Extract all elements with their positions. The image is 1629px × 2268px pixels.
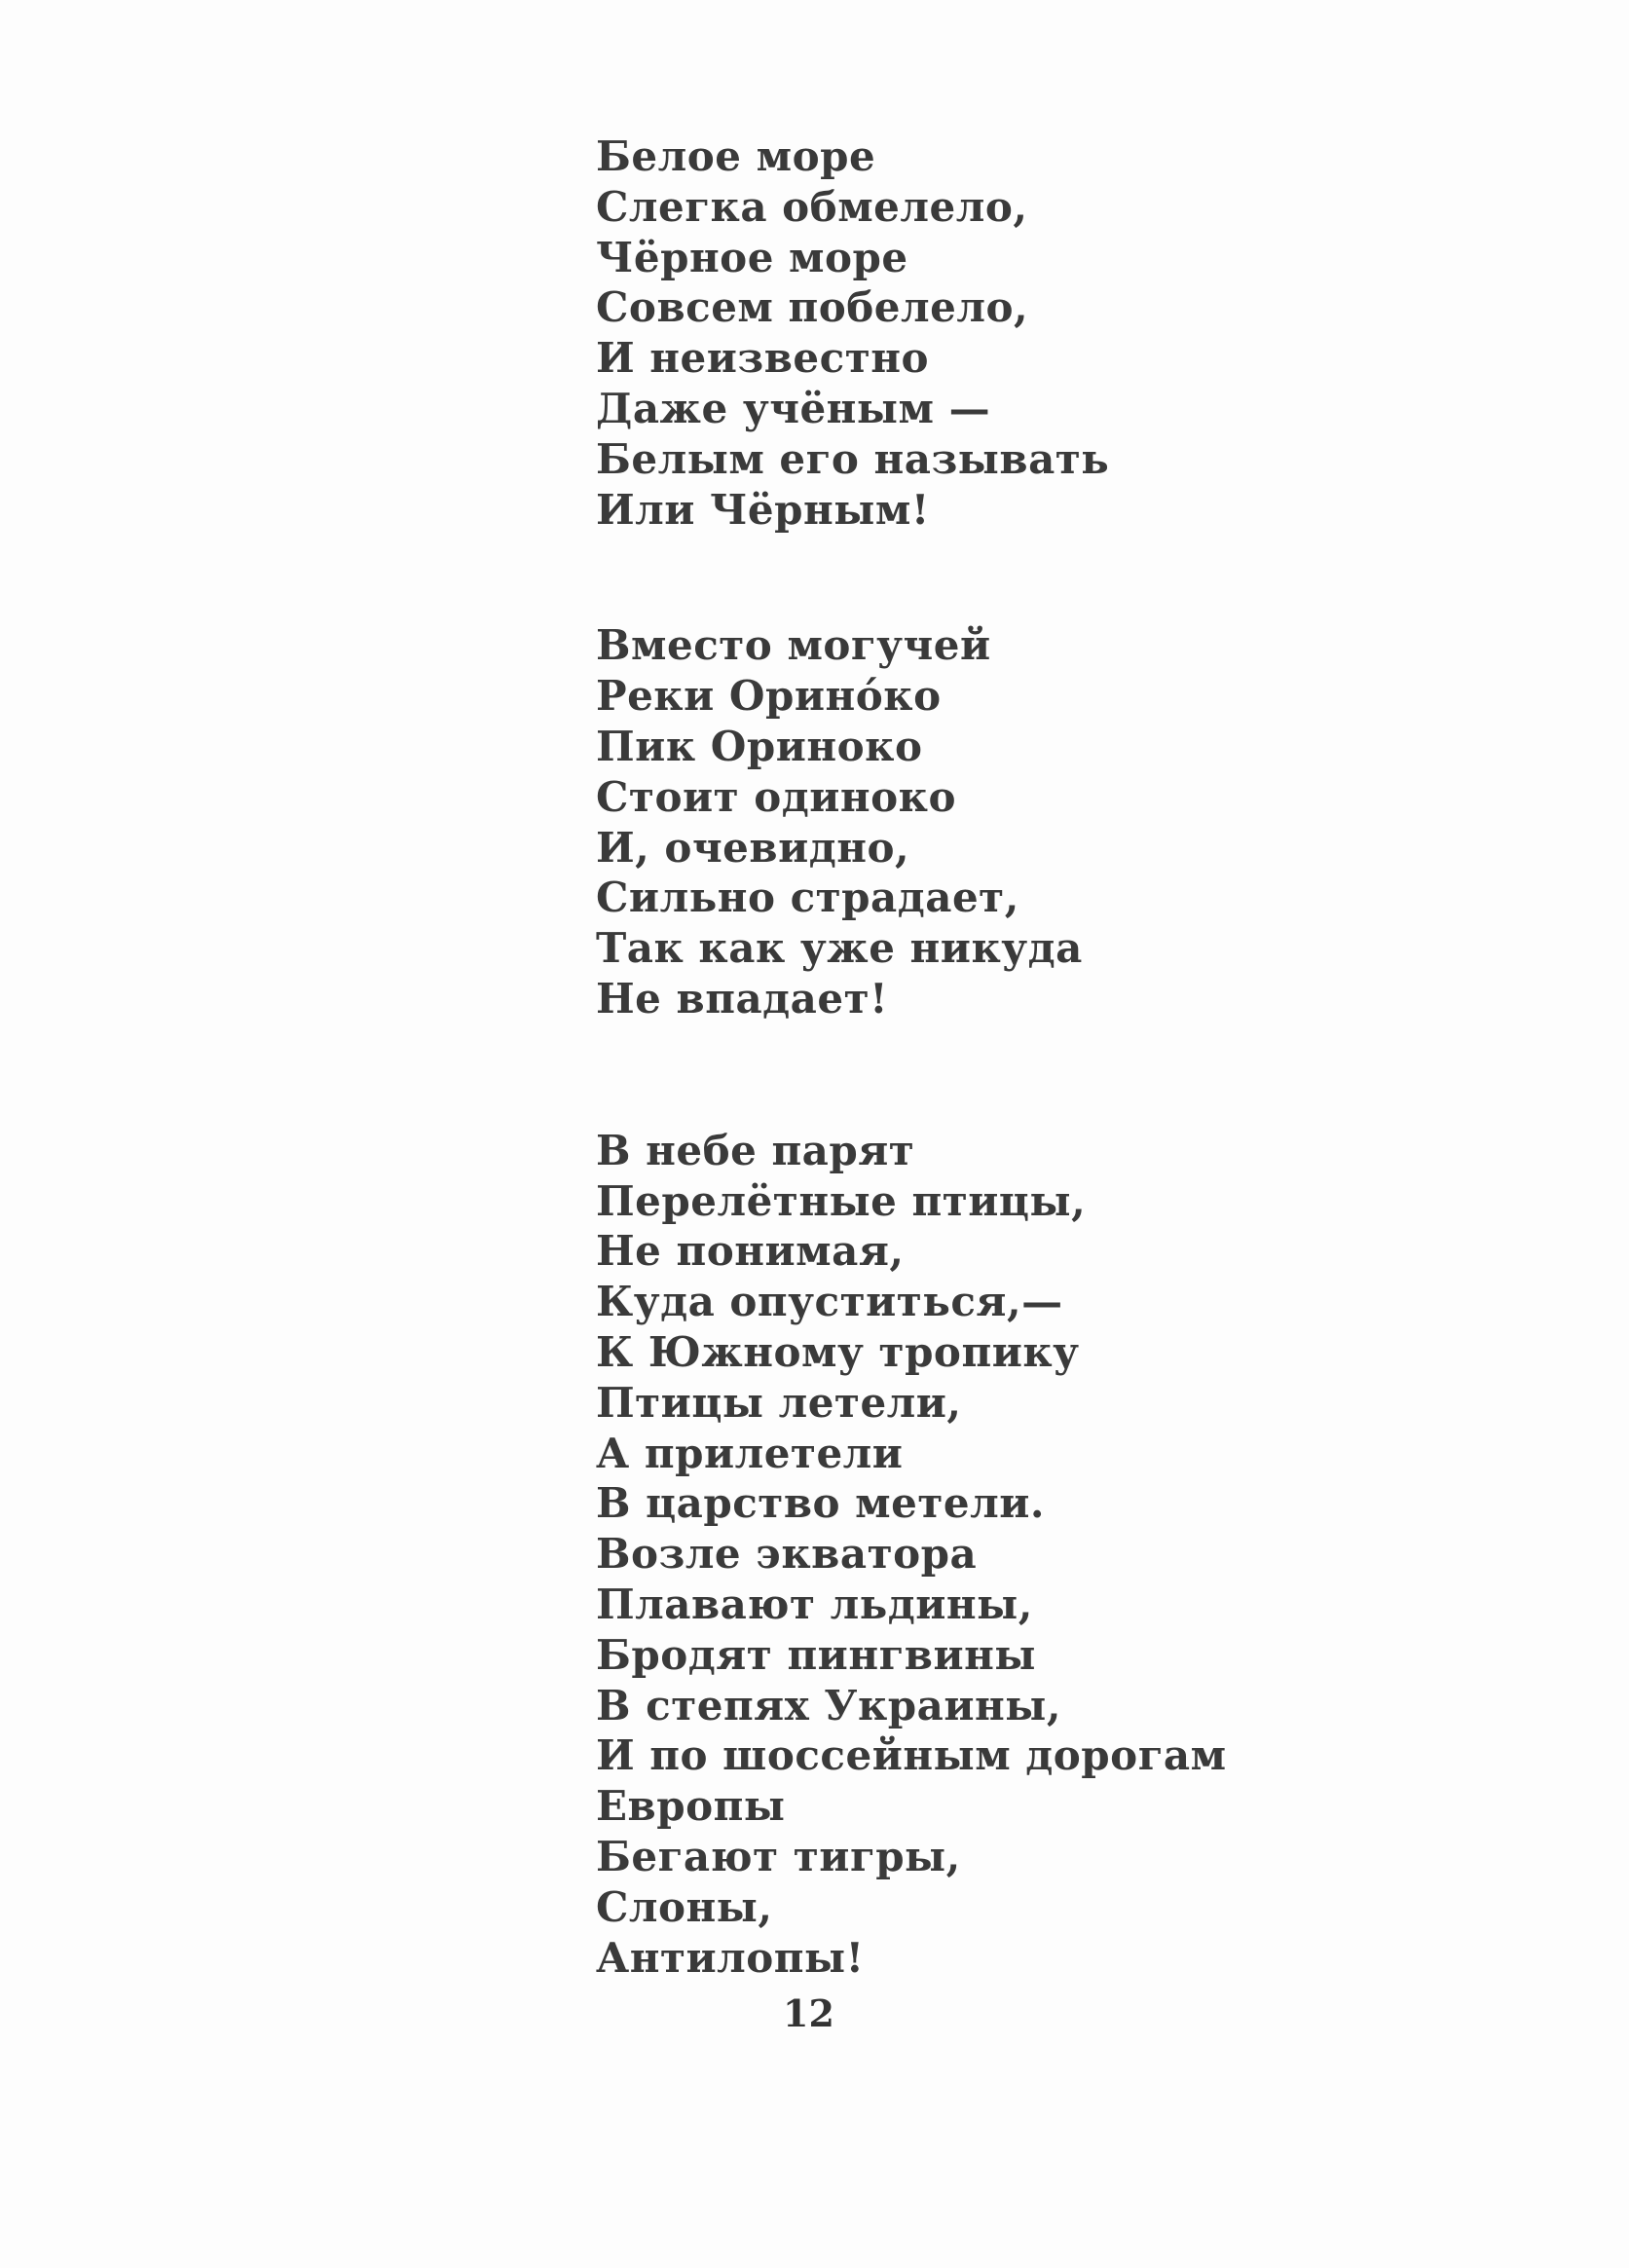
poem-line: Не понимая, (596, 1227, 905, 1276)
poem-line: Чёрное море (596, 233, 908, 281)
poem-line: Белым его называть (596, 434, 1110, 483)
poem-line: Даже учёным — (596, 384, 991, 432)
stanza-1 (596, 131, 1570, 535)
poem-line: И неизвестно (596, 334, 929, 383)
poem (596, 131, 1570, 1983)
poem-line: Слегка обмелело, (596, 182, 1028, 231)
poem-line: Белое море (596, 132, 876, 180)
stanza-2 (596, 620, 1570, 1023)
poem-line: В степях Украины, (596, 1681, 1061, 1729)
page-number (0, 1989, 1629, 2038)
poem-line: Вместо могучей (596, 621, 991, 670)
poem-line: Так как уже никуда (596, 924, 1083, 973)
poem-line: Стоит одиноко (596, 772, 957, 821)
poem-line: Бродят пингвины (596, 1630, 1036, 1679)
poem-line: Птицы летели, (596, 1378, 962, 1427)
poem-line: В царство метели. (596, 1479, 1045, 1528)
poem-line: Европы (596, 1782, 786, 1831)
poem-line: Слоны, (596, 1882, 773, 1931)
page-number-text: 12 (783, 1991, 834, 2035)
poem-line: Совсем побелело, (596, 283, 1029, 332)
poem-line: Возле экватора (596, 1530, 978, 1579)
poem-line: Не впадает! (596, 974, 889, 1022)
poem-line: Плавают льдины, (596, 1580, 1033, 1628)
poem-line: Пик Ориноко (596, 722, 923, 770)
poem-line: Бегают тигры, (596, 1832, 961, 1880)
poem-line: И по шоссейным дорогам (596, 1731, 1227, 1780)
poem-line: В небе парят (596, 1126, 915, 1174)
poem-line: Или Чёрным! (596, 485, 930, 534)
poem-line: Реки Орино́ко (596, 672, 942, 721)
poem-line: Антилопы! (596, 1933, 865, 1982)
poem-line: Перелётные птицы, (596, 1176, 1087, 1225)
poem-line: Сильно страдает, (596, 874, 1019, 922)
poem-line: И, очевидно, (596, 823, 910, 872)
stanza-3 (596, 1126, 1570, 1984)
poem-line: Куда опуститься,— (596, 1278, 1063, 1326)
poem-line: А прилетели (596, 1429, 904, 1477)
poem-line: К Южному тропику (596, 1327, 1080, 1376)
